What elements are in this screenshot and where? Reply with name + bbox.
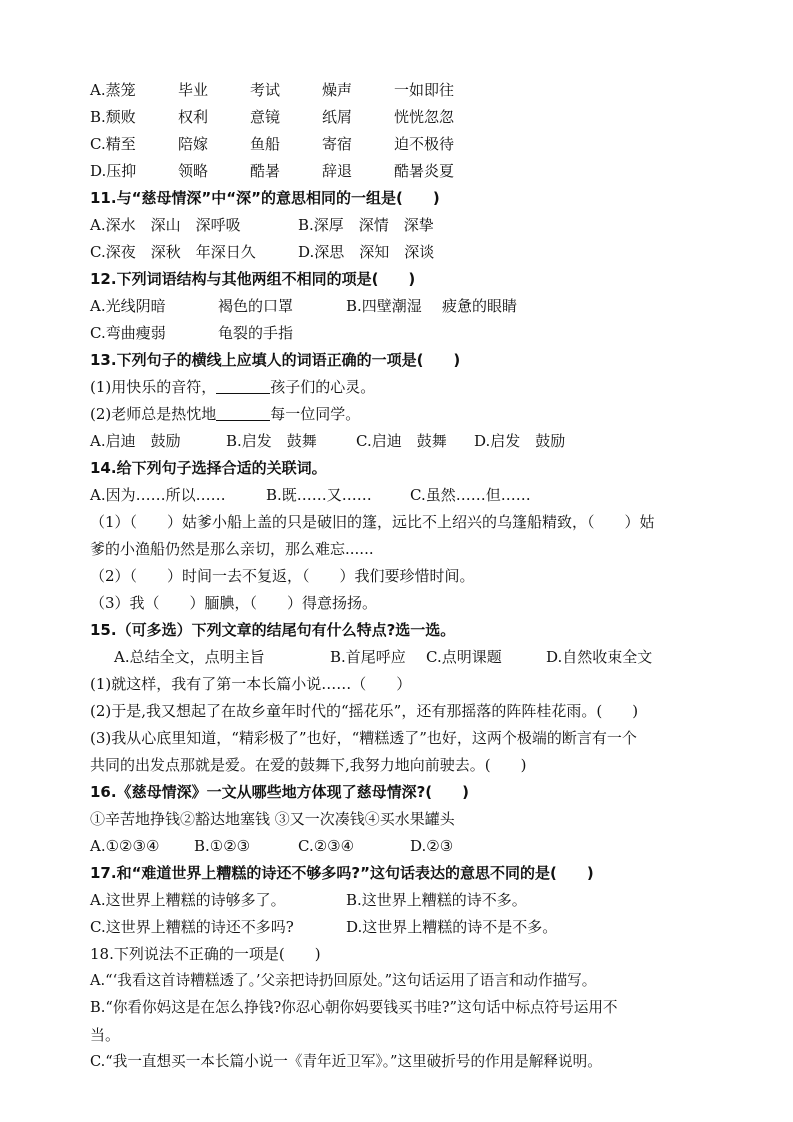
q10-option-row-d (90, 160, 690, 182)
q18-option-a: A.“‘我看这首诗糟糕透了。’父亲把诗扔回原处。”这句话运用了语言和动作描写。 (90, 972, 597, 989)
q11-option-b: B.深厚 深情 深挚 (298, 216, 434, 234)
q16-items: ①辛苦地挣钱②豁达地塞钱 ③又一次凑钱④买水果罐头 (90, 810, 455, 828)
q10-option-row-a (90, 79, 690, 101)
q16-option-a: A.①②③④ (90, 837, 160, 855)
q18-option-c: C.“我一直想买一本长篇小说一《青年近卫军》。”这里破折号的作用是解释说明。 (90, 1053, 602, 1070)
q12-option-c-2: 龟裂的手指 (218, 324, 294, 342)
q14-sentence-2: （2）（ ）时间一去不复返，（ ）我们要珍惜时间。 (90, 567, 475, 585)
q18-option-b-line-1: B.“你看你妈这是在怎么挣钱?你忍心朝你妈要钱买书哇?”这句话中标点符号运用不 (90, 999, 618, 1016)
q13-option-b: B.启发 鼓舞 (226, 432, 317, 450)
question-12-stem: 12.下列词语结构与其他两组不相同的项是( ) (90, 270, 416, 288)
q17-option-b: B.这世界上糟糕的诗不多。 (346, 891, 527, 909)
q14-option-a: A.因为……所以…… (90, 486, 226, 504)
q15-option-b: B.首尾呼应 (330, 648, 406, 666)
q10-word: 陪嫁 (178, 135, 209, 153)
q15-sentence-2: (2)于是,我又想起了在故乡童年时代的“摇花乐”，还有那摇落的阵阵桂花雨。( ) (90, 702, 639, 720)
q13-sentence-2 (90, 403, 360, 425)
q12-option-c-1: C.弯曲瘦弱 (90, 324, 166, 342)
q14-option-c: C.虽然……但…… (410, 486, 531, 504)
q10-word: D.压抑 (90, 162, 137, 180)
q10-word: 寄宿 (322, 135, 353, 153)
q15-option-c: C.点明课题 (426, 648, 502, 666)
q10-option-row-c (90, 133, 690, 155)
q16-option-b: B.①②③ (194, 837, 251, 855)
q16-option-d: D.②③ (410, 837, 454, 855)
question-14-stem: 14.给下列句子选择合适的关联词。 (90, 459, 327, 477)
q10-word: 燥声 (322, 81, 353, 99)
q10-word: 鱼船 (250, 135, 281, 153)
q11-option-d: D.深思 深知 深谈 (298, 243, 435, 261)
q12-option-a-2: 褐色的口罩 (218, 297, 294, 315)
q10-word: 迫不极待 (394, 135, 455, 153)
q15-sentence-1: (1)就这样，我有了第一本长篇小说……（ ） (90, 675, 412, 693)
question-11-stem: 11.与“慈母情深”中“深”的意思相同的一组是( ) (90, 189, 440, 207)
q13-s1-before: (1)用快乐的音符， (90, 378, 217, 396)
q10-word: 考试 (250, 81, 281, 99)
q10-word: 一如即往 (394, 81, 455, 99)
q10-word: 意镜 (250, 108, 281, 126)
q13-s1-after: 孩子们的心灵。 (270, 378, 376, 396)
fill-blank (216, 405, 270, 421)
q10-word: C.精至 (90, 135, 136, 153)
q12-option-b-2: 疲惫的眼睛 (442, 297, 518, 315)
q10-word: B.颓败 (90, 108, 136, 126)
q18-option-b-line-2: 当。 (90, 1026, 121, 1044)
q13-s2-before: (2)老师总是热忱地 (90, 405, 217, 423)
q13-option-a: A.启迪 鼓励 (90, 432, 181, 450)
question-18-stem: 18.下列说法不正确的一项是( ) (90, 945, 321, 963)
question-17-stem: 17.和“难道世界上糟糕的诗还不够多吗?”这句话表达的意思不同的是( ) (90, 864, 594, 882)
q11-option-c: C.深夜 深秋 年深日久 (90, 243, 256, 261)
question-13-stem: 13.下列句子的横线上应填人的词语正确的一项是( ) (90, 351, 461, 369)
q10-word: A.蒸笼 (90, 81, 136, 99)
q14-sentence-3: （3）我（ ）腼腆，（ ）得意扬扬。 (90, 594, 378, 612)
q15-option-d: D.自然收束全文 (546, 648, 653, 666)
q14-sentence-1-line-2: 爹的小渔船仍然是那么亲切，那么难忘...... (90, 540, 374, 558)
q17-option-a: A.这世界上糟糕的诗够多了。 (90, 891, 286, 909)
question-15-stem: 15.（可多选）下列文章的结尾句有什么特点?选一选。 (90, 621, 456, 639)
q10-word: 毕业 (178, 81, 209, 99)
q15-sentence-3-line-2: 共同的出发点那就是爱。在爱的鼓舞下,我努力地向前驶去。( ) (90, 756, 527, 774)
q10-word: 纸屑 (322, 108, 353, 126)
q17-option-d: D.这世界上糟糕的诗不是不多。 (346, 918, 558, 936)
q15-sentence-3-line-1: (3)我从心底里知道，“精彩极了”也好，“糟糕透了”也好，这两个极端的断言有一个 (90, 729, 637, 747)
question-16-stem: 16.《慈母情深》一文从哪些地方体现了慈母情深?( ) (90, 783, 469, 801)
q10-word: 领略 (178, 162, 209, 180)
q15-option-a: A.总结全文，点明主旨 (114, 648, 265, 666)
q11-option-a: A.深水 深山 深呼吸 (90, 216, 241, 234)
q10-word: 酷暑炎夏 (394, 162, 455, 180)
q13-option-c: C.启迪 鼓舞 (356, 432, 447, 450)
q12-option-b-1: B.四壁潮湿 (346, 297, 422, 315)
q14-sentence-1-line-1: （1）（ ）姑爹小船上盖的只是破旧的篷，远比不上绍兴的乌篷船精致，（ ）姑 (90, 513, 655, 531)
q13-s2-after: 每一位同学。 (270, 405, 361, 423)
q10-option-row-b (90, 106, 690, 128)
q10-word: 辞退 (322, 162, 353, 180)
q16-option-c: C.②③④ (298, 837, 355, 855)
q17-option-c: C.这世界上糟糕的诗还不多吗? (90, 918, 294, 936)
q14-option-b: B.既……又…… (266, 486, 372, 504)
q13-sentence-1 (90, 376, 375, 398)
q10-word: 恍恍忽忽 (394, 108, 455, 126)
q10-word: 酷暑 (250, 162, 281, 180)
q10-word: 权利 (178, 108, 209, 126)
q13-option-d: D.启发 鼓励 (474, 432, 566, 450)
fill-blank (216, 378, 270, 394)
q12-option-a-1: A.光线阴暗 (90, 297, 166, 315)
